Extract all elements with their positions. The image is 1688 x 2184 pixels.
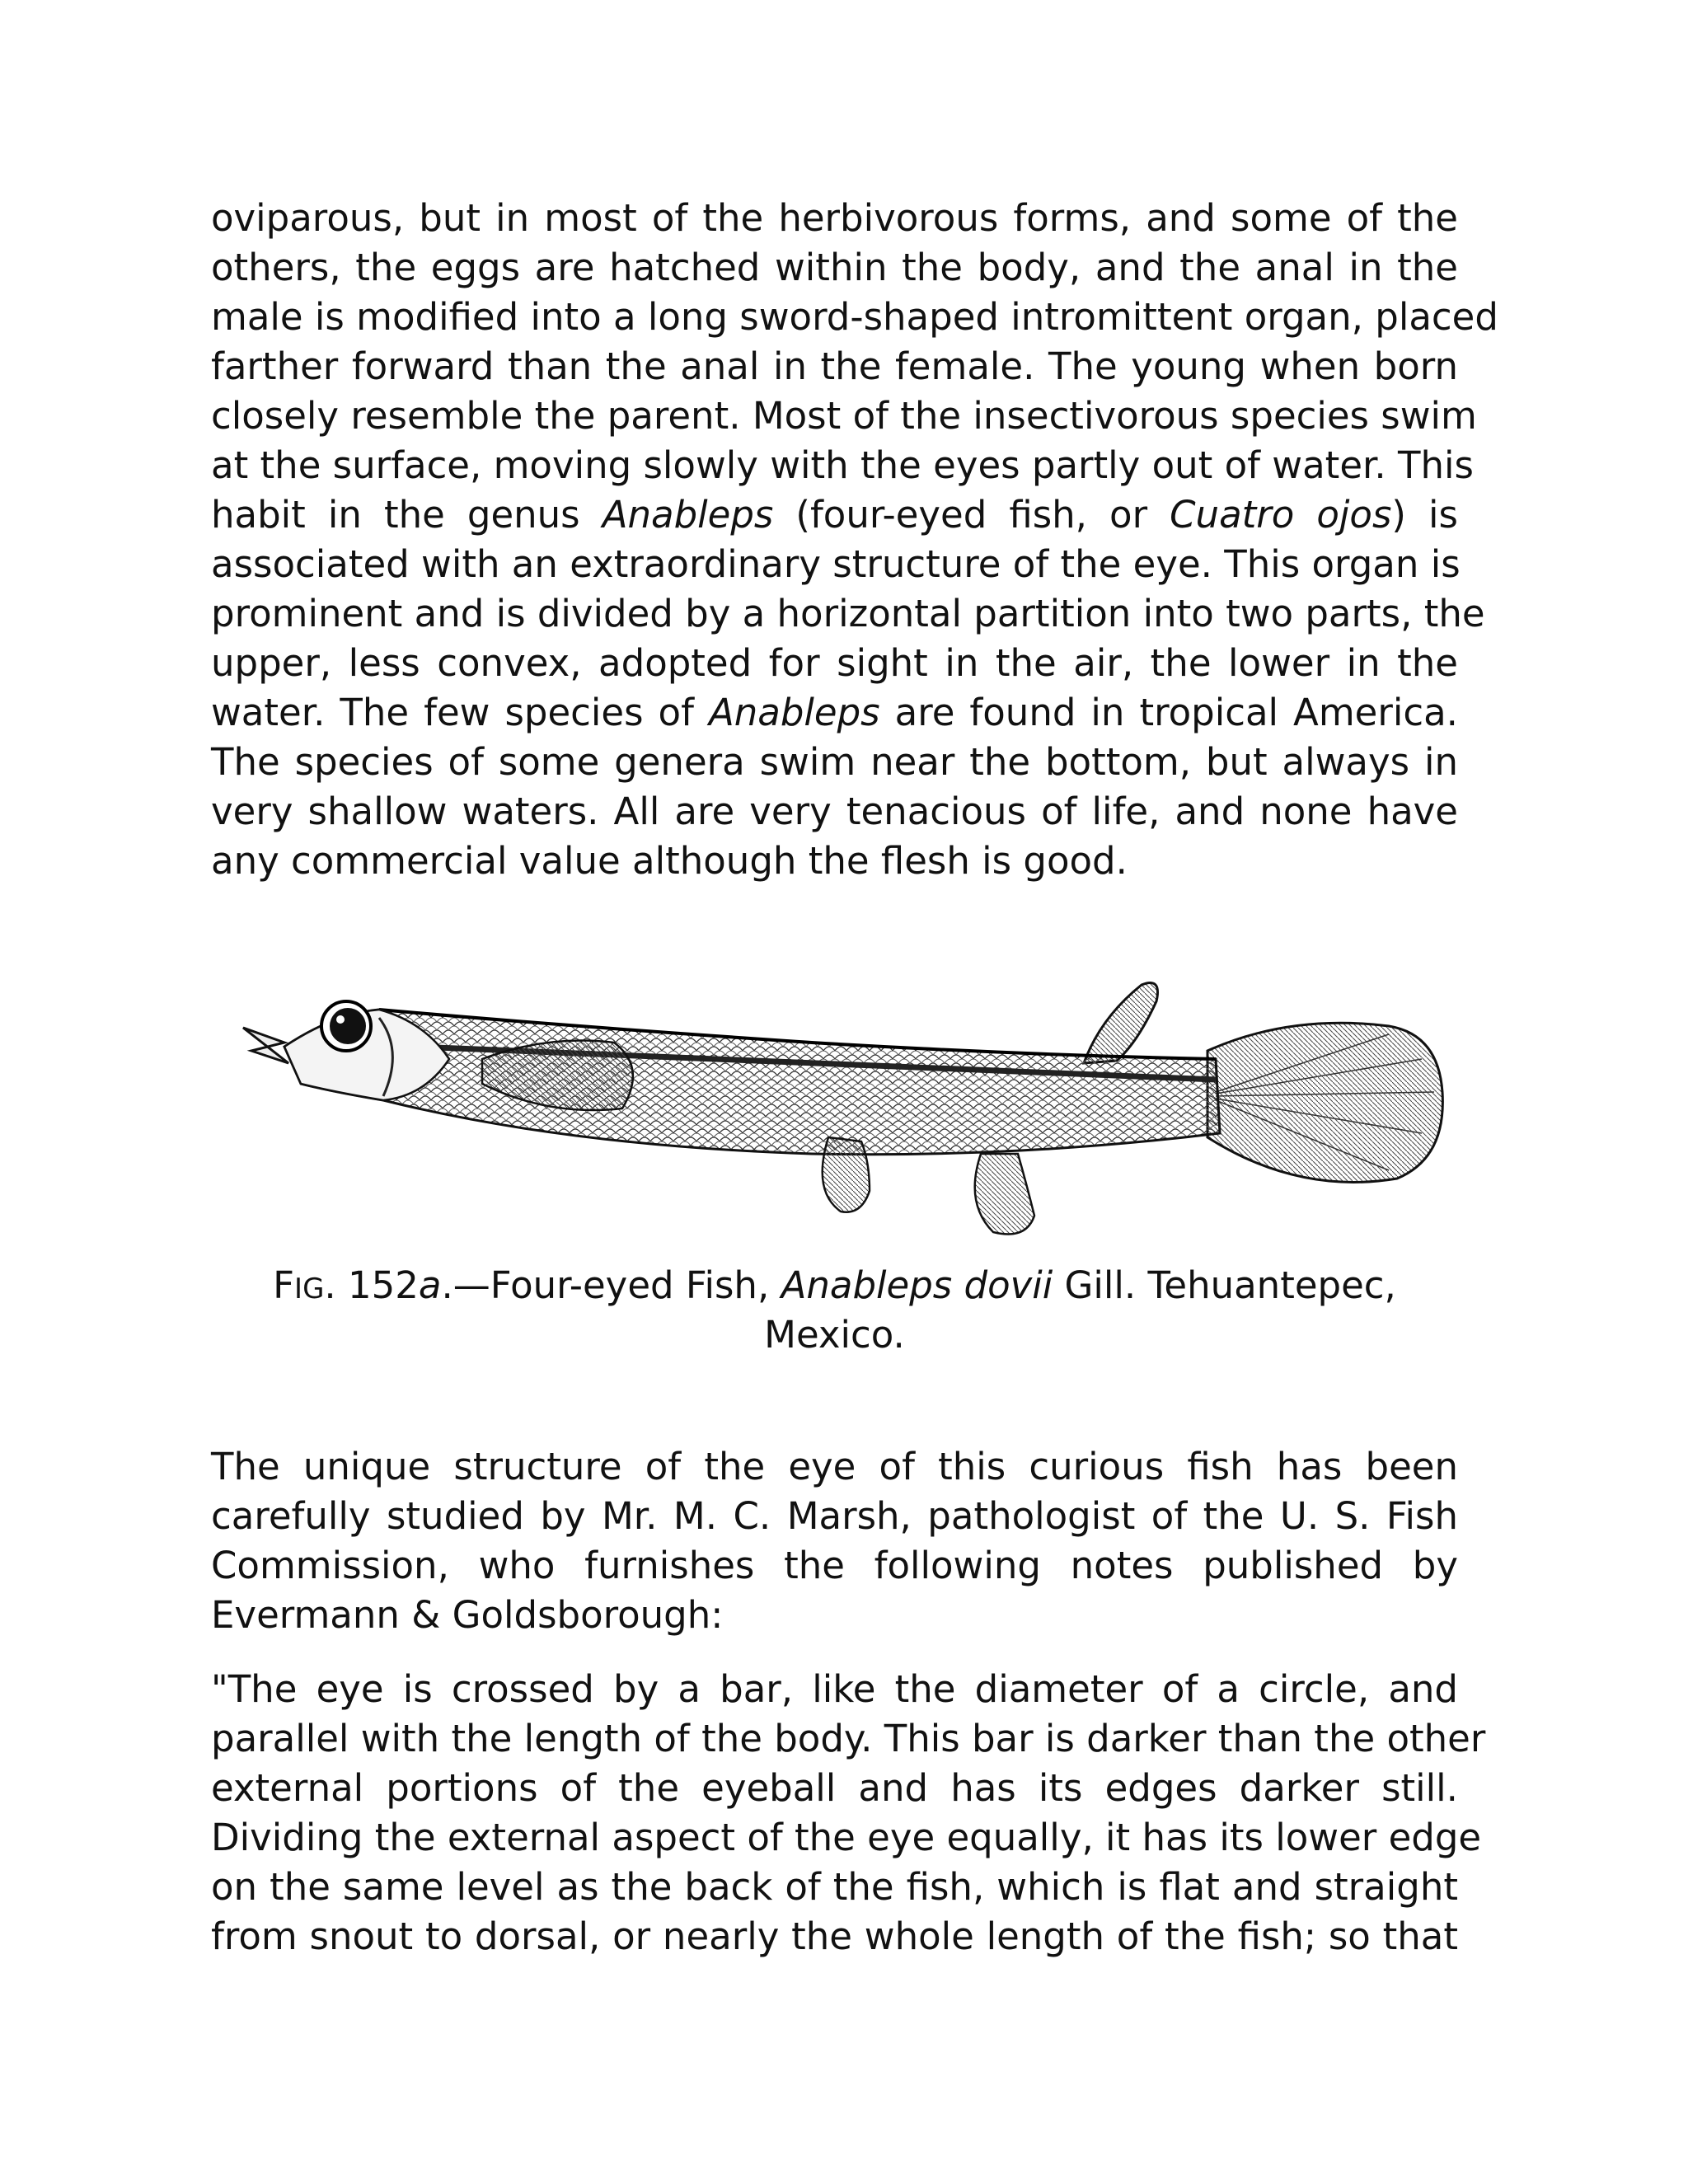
caption-line <box>211 1261 1458 1310</box>
text-span: .—Four-eyed Fish, <box>441 1263 781 1307</box>
text-span: Gill. Tehuantepec, <box>1053 1263 1396 1307</box>
text-span: very shallow waters. All are very tenacious of life, and none have <box>211 790 1458 833</box>
text-line <box>211 639 1458 688</box>
text-span: on the same level as the back of the fish, which is flat and straight <box>211 1865 1458 1909</box>
text-span: external portions of the eyeball and has its edges darker still. <box>211 1766 1458 1810</box>
text-line <box>211 738 1458 787</box>
text-span: carefully studied by Mr. M. C. Marsh, pathologist of the U. S. Fish <box>211 1494 1458 1538</box>
text-span: male is modified into a long sword-shaped intromittent organ, placed <box>211 295 1498 339</box>
text-line <box>211 441 1474 490</box>
text-line <box>211 1764 1458 1813</box>
italic-text: Anableps <box>708 691 880 734</box>
text-line <box>211 589 1485 639</box>
text-span: are found in tropical America. <box>879 691 1458 734</box>
text-line <box>211 194 1458 243</box>
text-span: oviparous, but in most of the herbivorous forms, and some of the <box>211 196 1458 240</box>
text-span: farther forward than the anal in the female. The young when born <box>211 344 1458 388</box>
text-line <box>211 1591 1458 1640</box>
text-span: associated with an extraordinary structure of the eye. This organ is <box>211 542 1461 586</box>
text-span: prominent and is divided by a horizontal partition into two parts, the <box>211 592 1485 635</box>
text-line <box>211 688 1458 738</box>
text-line <box>211 1665 1458 1714</box>
text-span: parallel with the length of the body. This bar is darker than the other <box>211 1717 1486 1760</box>
text-span: . 152 <box>324 1263 419 1307</box>
text-span: "The eye is crossed by a bar, like the diameter of a circle, and <box>211 1667 1458 1711</box>
text-span: any commercial value although the flesh is good. <box>211 839 1128 883</box>
text-span: ) is <box>1391 493 1458 537</box>
italic-text: Anableps dovii <box>781 1263 1053 1307</box>
text-line <box>211 1813 1482 1863</box>
text-span: The species of some genera swim near the bottom, but always in <box>211 740 1458 784</box>
text-span: water. The few species of <box>211 691 709 734</box>
text-span: habit in the genus <box>211 493 603 537</box>
text-span: Mexico. <box>764 1313 905 1357</box>
text-line <box>211 293 1498 342</box>
text-span: Commission, who furnishes the following notes published by <box>211 1544 1458 1587</box>
text-span: F <box>273 1263 295 1307</box>
text-line <box>211 490 1458 540</box>
text-span: others, the eggs are hatched within the body, and the anal in the <box>211 246 1458 289</box>
text-line <box>211 342 1458 391</box>
text-span: upper, less convex, adopted for sight in the air, the lower in the <box>211 641 1458 685</box>
text-line <box>211 787 1458 837</box>
text-line <box>211 837 1458 886</box>
text-line <box>211 391 1477 441</box>
anal-fin <box>975 1154 1034 1235</box>
text-line <box>211 540 1461 589</box>
text-line <box>211 1863 1458 1912</box>
text-line <box>211 1714 1486 1764</box>
text-span: at the surface, moving slowly with the eyes partly out of water. This <box>211 443 1474 487</box>
italic-text: a <box>418 1263 442 1307</box>
text-span: from snout to dorsal, or nearly the whole length of the fish; so that <box>211 1915 1458 1958</box>
fish-illustration <box>235 968 1447 1240</box>
text-span: closely resemble the parent. Most of the insectivorous species swim <box>211 394 1477 438</box>
caption-line <box>211 1310 1458 1360</box>
text-span: IG <box>294 1272 325 1305</box>
text-line <box>211 1492 1458 1541</box>
text-span: Dividing the external aspect of the eye equally, it has its lower edge <box>211 1816 1482 1859</box>
dorsal-fin <box>1084 983 1158 1064</box>
text-span: Evermann & Goldsborough: <box>211 1593 724 1637</box>
text-line <box>211 243 1458 293</box>
text-line <box>211 1912 1458 1961</box>
text-line <box>211 1541 1458 1591</box>
italic-text: Anableps <box>602 493 774 537</box>
text-span: (four-eyed fish, or <box>773 493 1170 537</box>
text-line <box>211 1442 1458 1492</box>
italic-text: Cuatro ojos <box>1170 493 1392 537</box>
figure-four-eyed-fish <box>235 968 1447 1240</box>
pelvic-fin <box>823 1137 870 1212</box>
text-span: The unique structure of the eye of this curious fish has been <box>211 1445 1458 1488</box>
